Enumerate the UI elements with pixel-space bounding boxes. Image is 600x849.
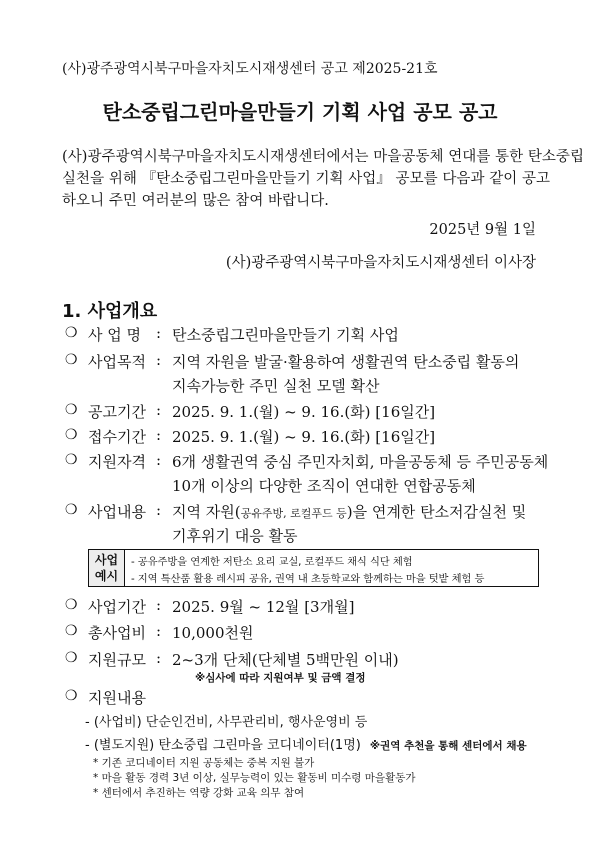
bullet-icon: ❍ <box>65 650 78 666</box>
document-title: 탄소중립그린마을만들기 기획 사업 공모 공고 <box>102 100 498 124</box>
item-separator: : <box>156 324 162 342</box>
item-value-eligibility-cont: 10개 이상의 다양한 조직이 연대한 연합공동체 <box>172 477 476 495</box>
support-line-2: - (별도지원) 탄소중립 그린마을 코디네이터(1명) <box>85 738 361 753</box>
item-label-eligibility: 지원자격 <box>88 453 146 471</box>
support-heading: 지원내용 <box>88 689 146 707</box>
example-line-2: - 지역 특산품 활용 레시피 공유, 권역 내 초등학교와 함께하는 마을 텃밭 체험 등 <box>131 573 485 585</box>
item-separator: : <box>156 649 162 667</box>
item-label-project-name: 사 업 명 <box>88 326 142 344</box>
section-heading: 1. 사업개요 <box>62 301 158 322</box>
example-line-1: - 공유주방을 연계한 저탄소 요리 교실, 로컬푸드 채식 식단 체험 <box>131 556 413 568</box>
item-separator: : <box>156 426 162 444</box>
support-line-1: - (사업비) 단순인건비, 사무관리비, 행사운영비 등 <box>85 715 368 730</box>
item-separator: : <box>156 596 162 614</box>
item-value-purpose: 지역 자원을 발굴·활용하여 생활권역 탄소중립 활동의 <box>172 353 520 371</box>
support-note-3: * 센터에서 추진하는 역량 강화 교육 의무 참여 <box>93 787 305 799</box>
bullet-icon: ❍ <box>65 452 78 468</box>
notice-number: (사)광주광역시북구마을자치도시재생센터 공고 제2025-21호 <box>62 61 438 77</box>
item-label-scale: 지원규모 <box>88 651 146 669</box>
intro-line-3: 하오니 주민 여러분의 많은 참여 바랍니다. <box>62 193 329 209</box>
item-label-content: 사업내용 <box>88 503 146 521</box>
bullet-icon: ❍ <box>65 688 78 704</box>
content-text-small: 공유주방, 로컬푸드 등 <box>240 507 347 520</box>
item-value-content <box>172 501 526 522</box>
notice-date: 2025년 9월 1일 <box>429 222 536 238</box>
intro-line-1: (사)광주광역시북구마을자치도시재생센터에서는 마을공동체 연대를 통한 탄소중립 <box>62 149 585 165</box>
item-separator: : <box>156 451 162 469</box>
item-value-budget: 10,000천원 <box>172 624 254 642</box>
example-label-line-1: 사업 <box>94 553 119 567</box>
intro-line-2: 실천을 위해 『탄소중립그린마을만들기 기획 사업』 공모를 다음과 같이 공고 <box>62 171 551 187</box>
example-label <box>89 550 125 586</box>
support-note-2: * 마을 활동 경력 3년 이상, 실무능력이 있는 활동비 미수령 마을활동가 <box>93 772 416 784</box>
item-value-purpose-cont: 지속가능한 주민 실천 모델 확산 <box>172 377 380 395</box>
support-note-1: * 기존 코디네이터 지원 공동체는 중복 지원 불가 <box>93 757 315 769</box>
item-label-application-period: 접수기간 <box>88 428 146 446</box>
scale-note: ※심사에 따라 지원여부 및 금액 결정 <box>195 672 366 684</box>
item-value-period: 2025. 9월 ~ 12월 [3개월] <box>172 598 355 616</box>
item-value-content-cont: 기후위기 대응 활동 <box>172 527 298 545</box>
item-separator: : <box>156 622 162 640</box>
item-separator: : <box>156 351 162 369</box>
bullet-icon: ❍ <box>65 597 78 613</box>
content-text-pre: 지역 자원( <box>172 503 241 521</box>
bullet-icon: ❍ <box>65 325 78 341</box>
item-value-project-name: 탄소중립그린마을만들기 기획 사업 <box>172 326 399 344</box>
item-label-notice-period: 공고기간 <box>88 403 146 421</box>
support-line-2-row <box>85 734 527 753</box>
content-text-post: )을 연계한 탄소저감실천 및 <box>346 503 527 521</box>
item-label-budget: 총사업비 <box>88 624 146 642</box>
issuer: (사)광주광역시북구마을자치도시재생센터 이사장 <box>225 255 536 271</box>
item-label-purpose: 사업목적 <box>88 353 146 371</box>
bullet-icon: ❍ <box>65 427 78 443</box>
item-label-period: 사업기간 <box>88 598 146 616</box>
item-value-scale: 2~3개 단체(단체별 5백만원 이내) <box>172 651 399 669</box>
item-value-notice-period: 2025. 9. 1.(월) ~ 9. 16.(화) [16일간] <box>172 403 436 421</box>
example-box <box>88 549 539 587</box>
example-label-line-2: 예시 <box>94 569 119 583</box>
bullet-icon: ❍ <box>65 502 78 518</box>
item-value-application-period: 2025. 9. 1.(월) ~ 9. 16.(화) [16일간] <box>172 428 436 446</box>
item-separator: : <box>156 401 162 419</box>
bullet-icon: ❍ <box>65 623 78 639</box>
support-line-2-note: ※권역 추천을 통해 센터에서 채용 <box>369 740 527 752</box>
item-value-eligibility: 6개 생활권역 중심 주민자치회, 마을공동체 등 주민공동체 <box>172 453 549 471</box>
item-separator: : <box>156 501 162 519</box>
bullet-icon: ❍ <box>65 402 78 418</box>
bullet-icon: ❍ <box>65 352 78 368</box>
